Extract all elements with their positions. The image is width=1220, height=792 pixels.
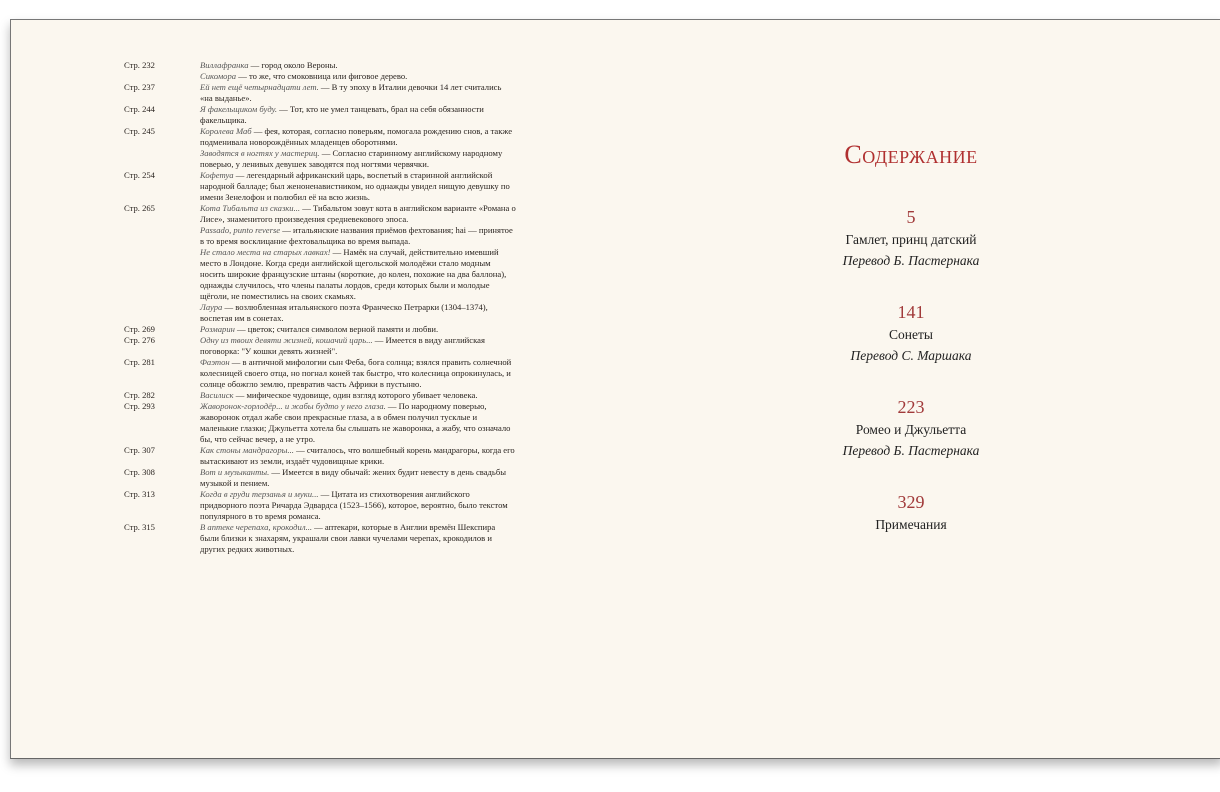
note-phrase: Сикомора (200, 71, 237, 81)
note-phrase: Кофетуа (200, 170, 234, 180)
toc-page-number: 5 (906, 207, 916, 227)
note-row (124, 247, 516, 302)
note-page-ref: Стр. 313 (124, 489, 155, 499)
note-text: — мифическое чудовище, один взгляд которого убивает человека. (233, 390, 478, 400)
note-page-ref (124, 71, 200, 82)
note-page-ref (124, 148, 200, 170)
note-body (200, 203, 516, 225)
note-row (124, 390, 516, 401)
note-text: — Намёк на случай, действительно имевший место в Лондоне. Когда среди английской щегольской молодёжи стало модным носить широкие французские штаны (короткие, до колен, похожие на два баллона), однажды случилось, что члены палаты лордов, среди которых были и молодые щёголи, не поместились на своих скамьях. (200, 247, 507, 301)
toc-page-number: 141 (897, 302, 925, 322)
note-phrase: Одну из твоих девяти жизней, кошачий царь... (200, 335, 373, 345)
note-row (124, 302, 516, 324)
note-page-ref: Стр. 281 (124, 357, 155, 367)
note-body (200, 247, 516, 302)
note-body (200, 60, 516, 71)
note-phrase: Как стоны мандрагоры... (200, 445, 294, 455)
table-of-contents (791, 140, 1031, 564)
note-body (200, 324, 516, 335)
note-text: — то же, что смоковница или фиговое дерево. (236, 71, 408, 81)
notes-page (124, 60, 516, 555)
note-text: — фея, которая, согласно поверьям, помогала рождению снов, а также подменивала новорождённых младенцев оборотнями. (200, 126, 513, 147)
note-page-ref: Стр. 293 (124, 401, 155, 411)
note-row (124, 445, 516, 467)
note-page-ref: Стр. 269 (124, 324, 155, 334)
note-page-ref: Стр. 245 (124, 126, 155, 136)
note-phrase: Вот и музыканты. (200, 467, 270, 477)
note-text: — город около Вероны. (248, 60, 338, 70)
note-body (200, 522, 516, 555)
note-row (124, 324, 516, 335)
toc-entry[interactable] (791, 301, 1031, 367)
note-phrase: Заводятся в ногтях у мастериц. (200, 148, 320, 158)
note-text: — Цитата из стихотворения английского придворного поэта Ричарда Эдвардса (1523–1566), которое, вероятно, было текстом популярного в то время романса. (200, 489, 508, 521)
note-page-ref: Стр. 276 (124, 335, 155, 345)
note-phrase: Когда в груди терзанья и муки... (200, 489, 319, 499)
note-page-ref: Стр. 244 (124, 104, 155, 114)
note-page-ref: Стр. 232 (124, 60, 155, 70)
note-text: — Имеется в виду обычай: жених будит невесту в день свадьбы музыкой и пением. (200, 467, 506, 488)
note-body (200, 357, 516, 390)
note-body (200, 445, 516, 467)
note-body (200, 170, 516, 203)
note-row (124, 148, 516, 170)
note-phrase: Лаура (200, 302, 223, 312)
note-text: — аптекари, которые в Англии времён Шекспира были близки к знахарям, украшали свои лавки чучелами черепах, крокодилов и других редких животных. (200, 522, 496, 554)
note-body (200, 335, 516, 357)
note-phrase: Королева Маб (200, 126, 252, 136)
toc-translator: Перевод Б. Пастернака (842, 443, 980, 458)
note-row (124, 82, 516, 104)
note-body (200, 104, 516, 126)
note-text: — По народному поверью, жаворонок отдал жабе свои прекрасные глаза, а в обмен получил тусклые и маленькие глазки; Джульетта хотела бы слышать не жаворонка, а жабу, что означало бы, что сейчас вечер, а не утро. (200, 401, 511, 444)
note-body (200, 489, 516, 522)
note-phrase: Я факельщиком буду. (200, 104, 277, 114)
note-page-ref: Стр. 254 (124, 170, 155, 180)
toc-entry[interactable] (791, 206, 1031, 272)
note-row (124, 401, 516, 445)
note-text: — Тибальтом зовут кота в английском варианте «Романа о Лисе», знаменитого произведения средневекового эпоса. (200, 203, 516, 224)
note-phrase: В аптеке черепаха, крокодил... (200, 522, 313, 532)
note-phrase: Кота Тибальта из сказки... (200, 203, 301, 213)
note-phrase: Passado, punto reverse (200, 225, 281, 235)
note-row (124, 489, 516, 522)
note-text: — цветок; считался символом верной памяти и любви. (234, 324, 439, 334)
note-body (200, 126, 516, 148)
note-row (124, 335, 516, 357)
note-phrase: Виллафранка (200, 60, 249, 70)
note-page-ref: Стр. 237 (124, 82, 155, 92)
toc-work-title: Сонеты (889, 327, 933, 342)
note-body (200, 71, 516, 82)
note-row (124, 104, 516, 126)
note-row (124, 203, 516, 225)
note-body (200, 467, 516, 489)
note-page-ref: Стр. 308 (124, 467, 155, 477)
note-text: — Имеется в виду английская поговорка: "У кошки девять жизней". (200, 335, 485, 356)
toc-entry[interactable] (791, 491, 1031, 535)
note-phrase: Василиск (200, 390, 234, 400)
note-text: — итальянские названия приёмов фехтования; hai — принятое в то время восклицание фехтовальщика во время выпада. (200, 225, 513, 246)
toc-title: Содержание (844, 140, 978, 169)
note-row (124, 126, 516, 148)
note-page-ref: Стр. 265 (124, 203, 155, 213)
note-text: — считалось, что волшебный корень мандрагоры, когда его вытаскивают из земли, издаёт чудовищные крики. (200, 445, 515, 466)
toc-page-number: 223 (897, 397, 925, 417)
note-phrase: Жаворонок-горлодёр... и жабы будто у него глаза. (200, 401, 386, 411)
note-row (124, 225, 516, 247)
book-spread (10, 19, 1220, 759)
note-page-ref (124, 225, 200, 247)
note-page-ref (124, 247, 200, 302)
note-page-ref (124, 302, 200, 324)
toc-work-title: Примечания (875, 517, 947, 532)
toc-entry[interactable] (791, 396, 1031, 462)
note-text: — В ту эпоху в Италии девочки 14 лет считались «на выданье». (200, 82, 502, 103)
note-text: — возлюбленная итальянского поэта Франческо Петрарки (1304–1374), воспетая им в сонетах. (200, 302, 488, 323)
toc-work-title: Гамлет, принц датский (845, 232, 977, 247)
note-body (200, 302, 516, 324)
note-page-ref: Стр. 282 (124, 390, 155, 400)
toc-page-number: 329 (897, 492, 925, 512)
note-row (124, 71, 516, 82)
toc-translator: Перевод С. Маршака (850, 348, 972, 363)
note-text: — легендарный африканский царь, воспетый в старинной английской народной балладе; был женоненавистником, но однажды увидел нищую девушку по имени Зенелофон и полюбил её на всю жизнь. (200, 170, 510, 202)
note-row (124, 467, 516, 489)
note-phrase: Не стало места на старых лавках! (200, 247, 331, 257)
note-row (124, 60, 516, 71)
note-row (124, 357, 516, 390)
note-text: — в античной мифологии сын Феба, бога солнца; взялся править солнечной колесницей своего отца, но погнал коней так быстро, что колесница опрокинулась, и солнце обожгло землю, превратив часть Африки в пустыню. (200, 357, 512, 389)
note-page-ref: Стр. 307 (124, 445, 155, 455)
note-body (200, 82, 516, 104)
note-body (200, 225, 516, 247)
note-text: — Тот, кто не умел танцевать, брал на себя обязанности факельщика. (200, 104, 484, 125)
note-phrase: Ей нет ещё четырнадцати лет. (200, 82, 319, 92)
note-body (200, 390, 516, 401)
note-phrase: Фаэтон (200, 357, 230, 367)
note-page-ref: Стр. 315 (124, 522, 155, 532)
note-text: — Согласно старинному английскому народному поверью, у ленивых девушек заводятся под ногтями червячки. (200, 148, 503, 169)
note-body (200, 401, 516, 445)
note-row (124, 522, 516, 555)
note-phrase: Розмарин (200, 324, 235, 334)
toc-translator: Перевод Б. Пастернака (842, 253, 980, 268)
note-body (200, 148, 516, 170)
note-row (124, 170, 516, 203)
toc-work-title: Ромео и Джульетта (855, 422, 967, 437)
